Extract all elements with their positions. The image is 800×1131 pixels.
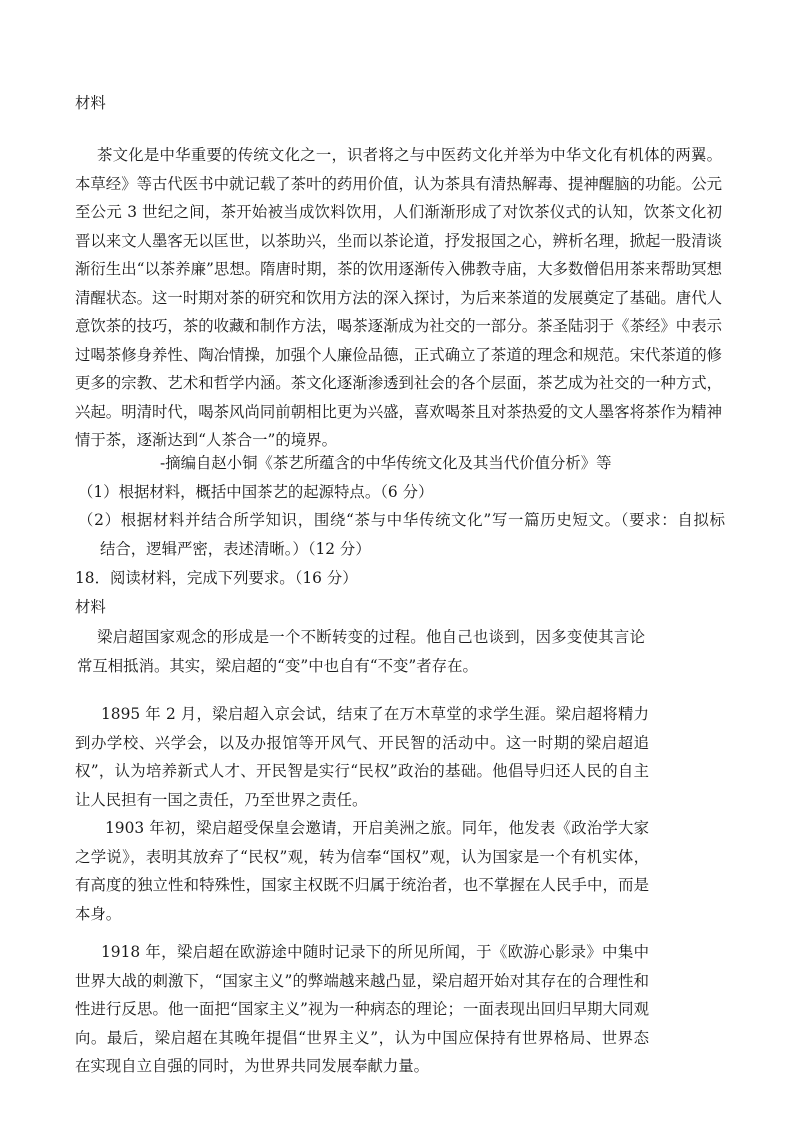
source-citation: -摘编自赵小铜《茶艺所蕴含的中华传统文化及其当代价值分析》等 <box>160 454 612 472</box>
paragraph-line: 世界大战的刺激下，“国家主义”的弊端越来越凸显，梁启超开始对其存在的合理性和 <box>75 972 649 990</box>
passage-line: 情于茶，逐渐达到“人茶合一”的境界。 <box>75 431 337 449</box>
paragraph-line: 1895 年 2 月，梁启超入京会试，结束了在万木草堂的求学生涯。梁启超将精力 <box>101 705 649 723</box>
passage-line: 更多的宗教、艺术和哲学内涵。茶文化逐渐渗透到社会的各个层面，茶艺成为社交的一种方式， <box>75 374 722 392</box>
paragraph-line: 本身。 <box>75 905 122 923</box>
passage-line: 茶文化是中华重要的传统文化之一，识者将之与中医药文化并举为中华文化有机体的两翼。 <box>97 146 722 164</box>
paragraph-line: 之学说》，表明其放弃了“民权”观，转为信奉“国权”观，认为国家是一个有机实体， <box>75 848 649 866</box>
material-label: 材料 <box>75 94 106 112</box>
paragraph-line: 1918 年，梁启超在欧游途中随时记录下的所见所闻，于《欧游心影录》中集中 <box>101 943 649 961</box>
passage-line: 渐衍生出“以茶养廉”思想。隋唐时期，茶的饮用逐渐传入佛教寺庙，大多数僧侣用茶来帮助冥想 <box>75 260 722 278</box>
paragraph-line: 到办学校、兴学会，以及办报馆等开风气、开民智的活动中。这一时期的梁启超追 <box>75 734 649 752</box>
paragraph-line: 让人民担有一国之责任，乃至世界之责任。 <box>75 791 368 809</box>
material-label: 材料 <box>75 598 106 616</box>
question-1: （1）根据材料，概括中国茶艺的起源特点。（6 分） <box>78 483 434 501</box>
question-18-heading: 18．阅读材料，完成下列要求。（16 分） <box>75 569 358 587</box>
paragraph-line: 向。最后，梁启超在其晚年提倡“世界主义”，认为中国应保持有世界格局、世界态 <box>75 1029 649 1047</box>
passage-line: 晋以来文人墨客无以匡世，以茶助兴，坐而以茶论道，抒发报国之心，辨析名理，掀起一股清谈 <box>75 232 722 250</box>
paragraph-line: 性进行反思。他一面把“国家主义”视为一种病态的理论；一面表现出回归早期大同观 <box>75 1000 649 1018</box>
passage-line: 至公元 3 世纪之间，茶开始被当成饮料饮用，人们渐渐形成了对饮茶仪式的认知，饮茶文化初 <box>75 203 722 221</box>
paragraph-line: 1903 年初，梁启超受保皇会邀请，开启美洲之旅。同年，他发表《政治学大家 <box>105 819 649 837</box>
question-2: （2）根据材料并结合所学知识，围绕“茶与中华传统文化”写一篇历史短文。（要求：自拟标 <box>78 511 725 529</box>
paragraph-line: 有高度的独立性和特殊性，国家主权既不归属于统治者，也不掌握在人民手中，而是 <box>75 876 649 894</box>
passage-line: 过喝茶修身养性、陶冶情操，加强个人廉俭品德，正式确立了茶道的理念和规范。宋代茶道的修 <box>75 346 722 364</box>
passage-line: 意饮茶的技巧，茶的收藏和制作方法，喝茶逐渐成为社交的一部分。茶圣陆羽于《茶经》中表示 <box>75 317 722 335</box>
passage-line: 清醒状态。这一时期对茶的研究和饮用方法的深入探讨，为后来茶道的发展奠定了基础。唐代人 <box>75 289 722 307</box>
passage-line: 本草经》等古代医书中就记载了茶叶的药用价值，认为茶具有清热解毒、提神醒脑的功能。公元 <box>75 175 722 193</box>
paragraph-line: 权”，认为培养新式人才、开民智是实行“民权”政治的基础。他倡导归还人民的自主 <box>75 762 649 780</box>
passage-line: 兴起。明清时代，喝茶风尚同前朝相比更为兴盛，喜欢喝茶且对茶热爱的文人墨客将茶作为精神 <box>75 403 722 421</box>
paragraph-line: 梁启超国家观念的形成是一个不断转变的过程。他自己也谈到，因多变使其言论 <box>97 628 645 646</box>
paragraph-line: 在实现自立自强的同时，为世界共同发展奉献力量。 <box>75 1057 429 1075</box>
question-2-continued: 结合，逻辑严密，表述清晰。）（12 分） <box>100 540 371 558</box>
paragraph-line: 常互相抵消。其实，梁启超的“变”中也自有“不变”者存在。 <box>77 657 478 675</box>
